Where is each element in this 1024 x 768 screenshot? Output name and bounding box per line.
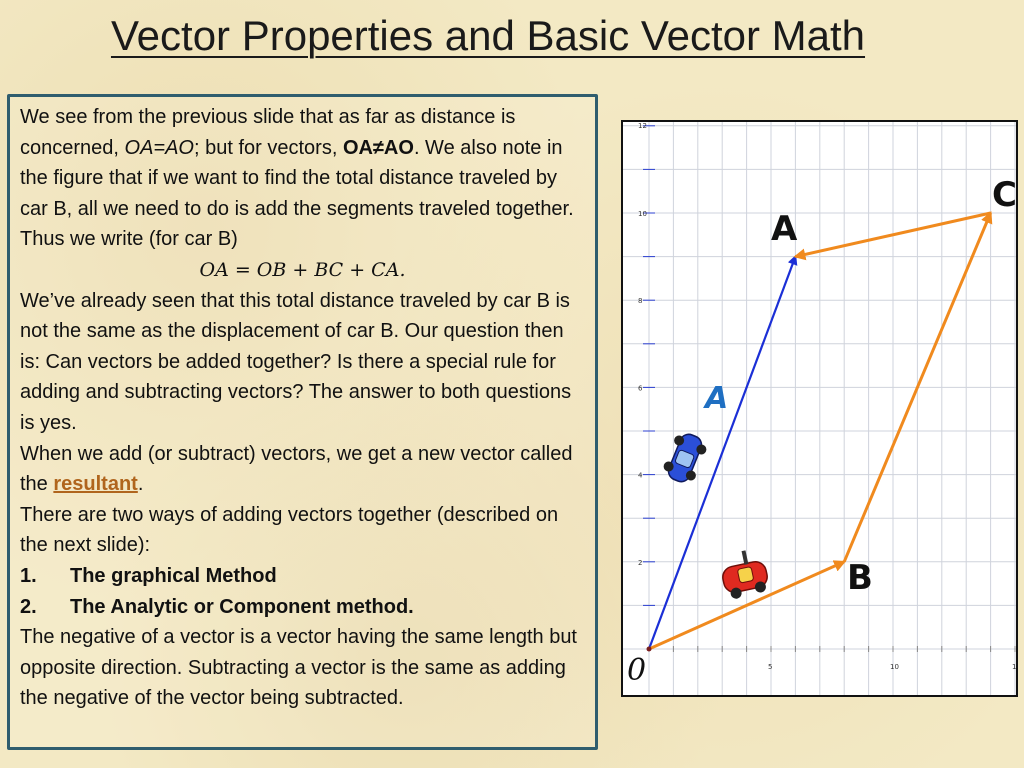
paragraph-2: We’ve already seen that this total distance traveled by car B is not the same as the displacement of car B. Our question then is: Can vectors be added together? Is there a special rule for adding and subtracting vectors? The answer to both questions is yes.: [20, 289, 572, 434]
point-label-a: A: [771, 209, 798, 249]
y-tick-label: 10: [638, 210, 647, 218]
paragraph-5: The negative of a vector is a vector having the same length but opposite direction. Subtracting a vector is the same as adding the negative of the vector being subtracted.: [20, 626, 577, 710]
y-tick-label: 12: [638, 122, 647, 130]
origin-label: 0: [627, 653, 647, 688]
x-tick-label: 5: [768, 663, 773, 671]
p1-text-b: ; but for vectors,: [194, 136, 343, 159]
vector-figure: [621, 120, 1018, 697]
origin-point: [647, 647, 652, 652]
distance-equation: OA = OB + BC + CA.: [199, 258, 406, 281]
axis-ticks: [638, 122, 1016, 671]
list-item: [20, 561, 585, 592]
y-tick-label: 6: [638, 384, 643, 393]
paragraph-1: [20, 102, 585, 255]
list-number: 2.: [20, 595, 37, 618]
y-tick-label: 8: [638, 297, 643, 306]
list-label: The Analytic or Component method.: [70, 595, 414, 618]
p1-text-c: . We also note in the figure that if we want to find the total distance traveled by car B, all we need to do is add the segments traveled together. Thus we write (for car B): [20, 136, 574, 251]
p3-text-b: .: [137, 473, 144, 496]
p3-text-a: When we add (or subtract) vectors, we get a new vector called the: [20, 442, 573, 496]
blue-car-icon: [660, 429, 710, 486]
slide-title: Vector Properties and Basic Vector Math: [110, 12, 866, 59]
x-tick-label: 1: [1012, 663, 1017, 671]
text-box: [7, 94, 598, 750]
list-number: 1.: [20, 564, 37, 587]
point-label-c: C: [992, 175, 1017, 215]
list-label: The graphical Method: [70, 564, 277, 587]
vector-diagram: [623, 122, 1016, 695]
point-label-b: B: [847, 558, 873, 598]
y-tick-label: 4: [638, 471, 643, 480]
p1-text-a: We see from the previous slide that as far as distance is concerned,: [20, 106, 516, 159]
resultant-link[interactable]: resultant: [53, 473, 138, 496]
grid: [623, 122, 1016, 695]
x-tick-label: 10: [890, 663, 899, 671]
paragraph-4: There are two ways of adding vectors together (described on the next slide):: [20, 503, 559, 557]
list-item: [20, 592, 585, 623]
y-tick-label: 2: [638, 558, 643, 567]
red-car-icon: [718, 547, 770, 601]
paragraph-3: [20, 439, 585, 500]
vector-label-a: A: [705, 381, 729, 416]
oa-not-equal-ao: OA≠AO: [342, 136, 414, 159]
oa-equals-ao: OA=AO: [124, 136, 194, 159]
